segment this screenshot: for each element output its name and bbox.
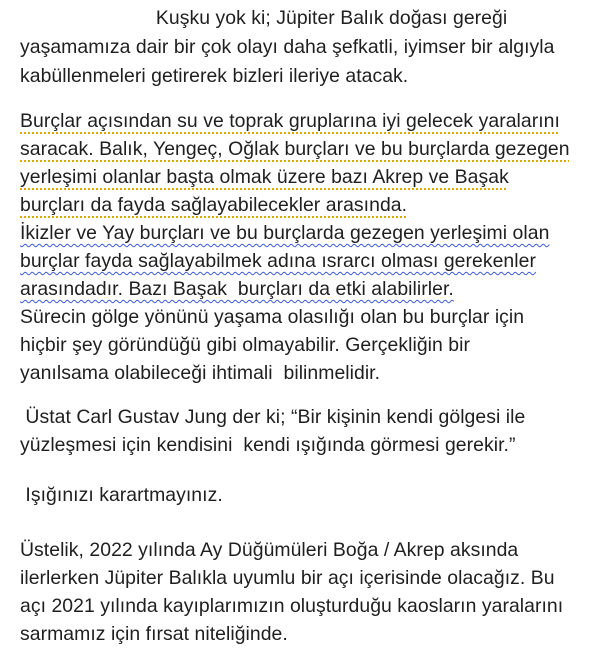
paragraph-3-line-2: yüzleşmesi için kendisini kendi ışığında görmesi gerekir.” xyxy=(20,434,516,456)
paragraph-2-line-5: İkizler ve Yay burçları ve bu burçlarda gezegen yerleşimi olan xyxy=(20,222,550,244)
paragraph-2-line-2: saracak. Balık, Yengeç, Oğlak burçları ve bu burçlarda gezegen xyxy=(20,138,570,160)
paragraph-2-line-7: arasındadır. Bazı Başak burçları da etki alabilirler. xyxy=(20,278,454,300)
paragraph-1-line-2: yaşamamıza dair bir çok olayı daha şefkatli, iyimser bir algıyla xyxy=(20,36,555,58)
paragraph-1-line-3: kabüllenmeleri getirerek bizleri ileriye atacak. xyxy=(20,65,409,87)
paragraph-5-line-2: ilerlerken Jüpiter Balıkla uyumlu bir açı içerisinde olacağız. Bu xyxy=(20,567,555,589)
paragraph-3-line-1: Üstat Carl Gustav Jung der ki; “Bir kişinin kendi gölgesi ile xyxy=(20,406,526,428)
paragraph-5-line-1: Üstelik, 2022 yılında Ay Düğümüleri Boğa / Akrep aksında xyxy=(20,539,519,561)
paragraph-2-line-6: burçlar fayda sağlayabilmek adına ısrarcı olması gerekenler xyxy=(20,250,536,272)
paragraph-4-line-1: Işığınızı karartmayınız. xyxy=(20,484,223,506)
paragraph-2-line-1: Burçlar açısından su ve toprak gruplarına iyi gelecek yaralarını xyxy=(20,110,560,132)
paragraph-2-line-3: yerleşimi olanlar başta olmak üzere bazı Akrep ve Başak xyxy=(20,166,509,188)
paragraph-5-line-3: açı 2021 yılında kayıplarımızın oluşturduğu kaosların yaralarını xyxy=(20,595,564,617)
paragraph-1-line-1: Kuşku yok ki; Jüpiter Balık doğası gereği xyxy=(20,7,508,29)
paragraph-2-line-10: yanılsama olabileceği ihtimali bilinmelidir. xyxy=(20,362,381,384)
paragraph-2-line-9: hiçbir şey göründüğü gibi olmayabilir. Gerçekliğin bir xyxy=(20,334,470,356)
paragraph-2-line-4: burçları da fayda sağlayabilecekler arasında. xyxy=(20,194,408,216)
paragraph-5-line-4: sarmamız için fırsat niteliğinde. xyxy=(20,623,288,645)
paragraph-2-line-8: Sürecin gölge yönünü yaşama olasılığı olan bu burçlar için xyxy=(20,306,525,328)
